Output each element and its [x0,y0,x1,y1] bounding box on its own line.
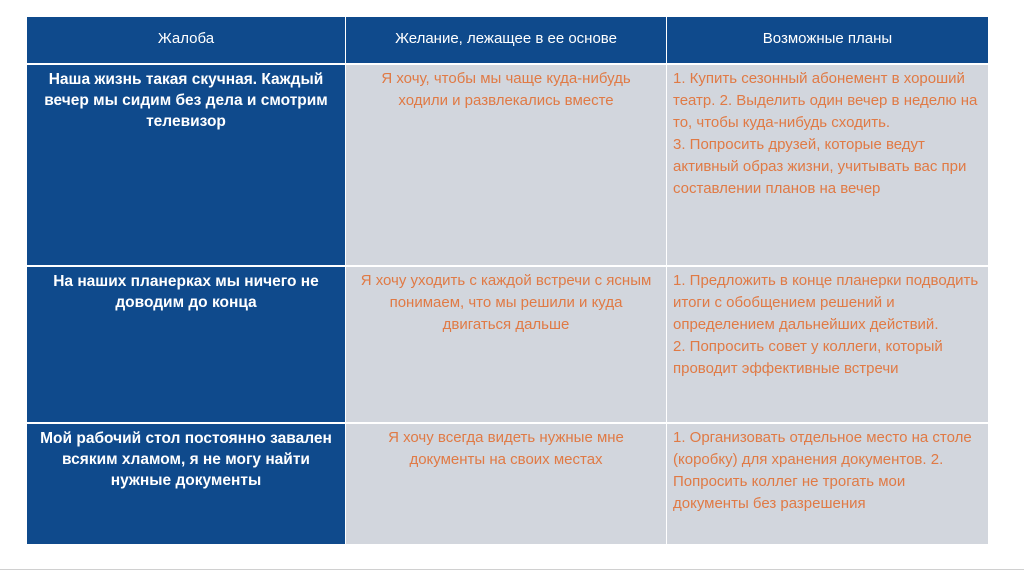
row3-complaint: Мой рабочий стол постоянно завален всяким хламом, я не могу найти нужные документы [27,424,345,544]
row1-plans [667,65,988,265]
header-complaint: Жалоба [27,17,345,63]
complaints-table [27,17,988,542]
row2-plan-1: 1. Предложить в конце планерки подводить итоги с обобщением решений и определением дальнейших действий. [673,272,979,333]
row3-plan-1: 1. Организовать отдельное место на столе (коробку) для хранения документов. 2. Попросить коллег не трогать мои документы без разрешения [673,429,972,512]
row1-plan-1: 1. Купить сезонный абонемент в хороший театр. 2. Выделить один вечер в неделю на то, чтобы куда-нибудь сходить. [673,70,978,131]
row1-complaint: Наша жизнь такая скучная. Каждый вечер мы сидим без дела и смотрим телевизор [27,65,345,265]
header-plans: Возможные планы [667,17,988,63]
slide-divider [0,569,1024,570]
row2-plan-2: 2. Попросить совет у коллеги, который проводит эффективные встречи [673,338,943,377]
header-desire: Желание, лежащее в ее основе [346,17,666,63]
row1-desire: Я хочу, чтобы мы чаще куда-нибудь ходили и развлекались вместе [346,65,666,265]
row3-plans [667,424,988,544]
row2-complaint: На наших планерках мы ничего не доводим до конца [27,267,345,422]
row3-desire: Я хочу всегда видеть нужные мне документы на своих местах [346,424,666,544]
row2-plans [667,267,988,422]
row1-plan-2: 3. Попросить друзей, которые ведут активный образ жизни, учитывать вас при составлении планов на вечер [673,136,967,197]
row2-desire: Я хочу уходить с каждой встречи с ясным понимаем, что мы решили и куда двигаться дальше [346,267,666,422]
